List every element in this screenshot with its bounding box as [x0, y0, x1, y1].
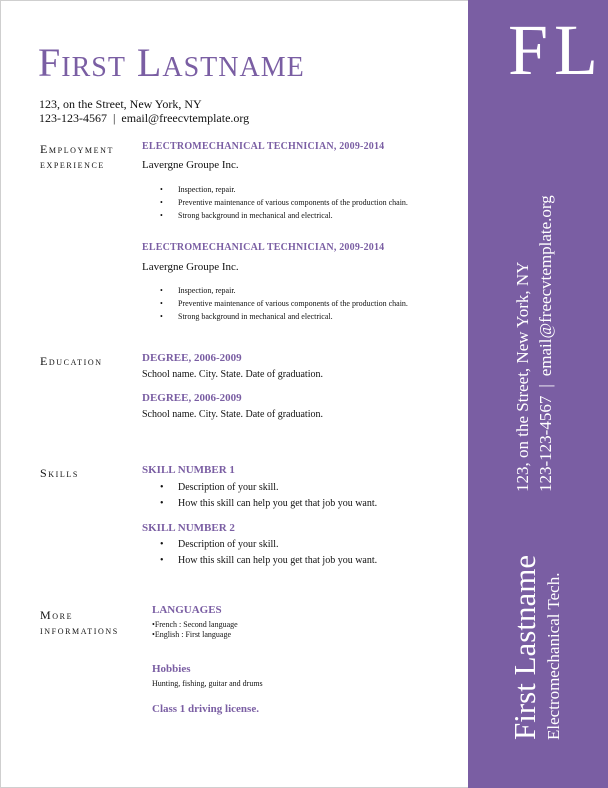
experience-label-line1: Employment	[40, 142, 114, 156]
skill-title: SKILL NUMBER 2	[142, 522, 235, 534]
sidebar-separator: |	[536, 384, 555, 388]
hobbies-text: Hunting, fishing, guitar and drums	[152, 679, 263, 688]
skill-bullets	[160, 537, 377, 569]
degree-title: DEGREE, 2006-2009	[142, 392, 242, 404]
list-item: • How this skill can help you get that job you want.	[160, 496, 377, 512]
contact-phone: 123-123-4567	[39, 111, 107, 125]
sidebar-address: 123, on the Street, New York, NY	[513, 261, 532, 492]
hobbies-title: Hobbies	[152, 663, 191, 675]
section-label-skills: Skills	[40, 466, 79, 480]
section-label-education: Education	[40, 354, 103, 368]
sidebar-job-title: Electromechanical Tech.	[544, 572, 563, 740]
skill-bullets	[160, 480, 377, 512]
degree-school: School name. City. State. Date of graduation.	[142, 409, 323, 420]
sidebar-initials: FL	[508, 10, 605, 90]
list-item: • Preventive maintenance of various components of the production chain.	[160, 196, 408, 209]
sidebar-phone: 123-123-4567	[536, 395, 555, 492]
job-bullets	[160, 284, 408, 323]
list-item: • French : Second language	[152, 620, 238, 630]
languages-list	[152, 620, 238, 640]
list-item: • Inspection, repair.	[160, 284, 408, 297]
sidebar	[468, 0, 608, 788]
job-company: Lavergne Groupe Inc.	[142, 261, 239, 273]
degree-school: School name. City. State. Date of graduation.	[142, 369, 323, 380]
job-title: ELECTROMECHANICAL TECHNICIAN, 2009-2014	[142, 141, 385, 152]
job-bullets	[160, 183, 408, 222]
experience-label-line2: experience	[40, 157, 105, 171]
job-company: Lavergne Groupe Inc.	[142, 159, 239, 171]
degree-title: DEGREE, 2006-2009	[142, 352, 242, 364]
sidebar-email: email@freecvtemplate.org	[536, 195, 555, 377]
section-label-experience	[40, 142, 114, 172]
section-label-more	[40, 608, 119, 638]
list-item: • How this skill can help you get that job you want.	[160, 553, 377, 569]
list-item: • English : First language	[152, 630, 238, 640]
resume-name: First Lastname	[38, 40, 305, 85]
job-title: ELECTROMECHANICAL TECHNICIAN, 2009-2014	[142, 242, 385, 253]
sidebar-vertical-text	[502, 128, 572, 740]
skill-title: SKILL NUMBER 1	[142, 464, 235, 476]
contact-line	[39, 111, 249, 125]
sidebar-contact	[536, 195, 556, 492]
list-item: • Description of your skill.	[160, 537, 377, 553]
contact-email: email@freecvtemplate.org	[121, 111, 250, 125]
languages-title: LANGUAGES	[152, 604, 222, 616]
list-item: • Preventive maintenance of various components of the production chain.	[160, 297, 408, 310]
list-item: • Strong background in mechanical and electrical.	[160, 209, 408, 222]
list-item: • Inspection, repair.	[160, 183, 408, 196]
list-item: • Description of your skill.	[160, 480, 377, 496]
contact-address: 123, on the Street, New York, NY	[39, 97, 202, 111]
sidebar-name: First Lastname	[507, 554, 542, 740]
more-label-line1: More	[40, 608, 74, 622]
more-label-line2: informations	[40, 623, 119, 637]
list-item: • Strong background in mechanical and electrical.	[160, 310, 408, 323]
contact-separator: |	[113, 111, 116, 125]
license-text: Class 1 driving license.	[152, 703, 259, 715]
